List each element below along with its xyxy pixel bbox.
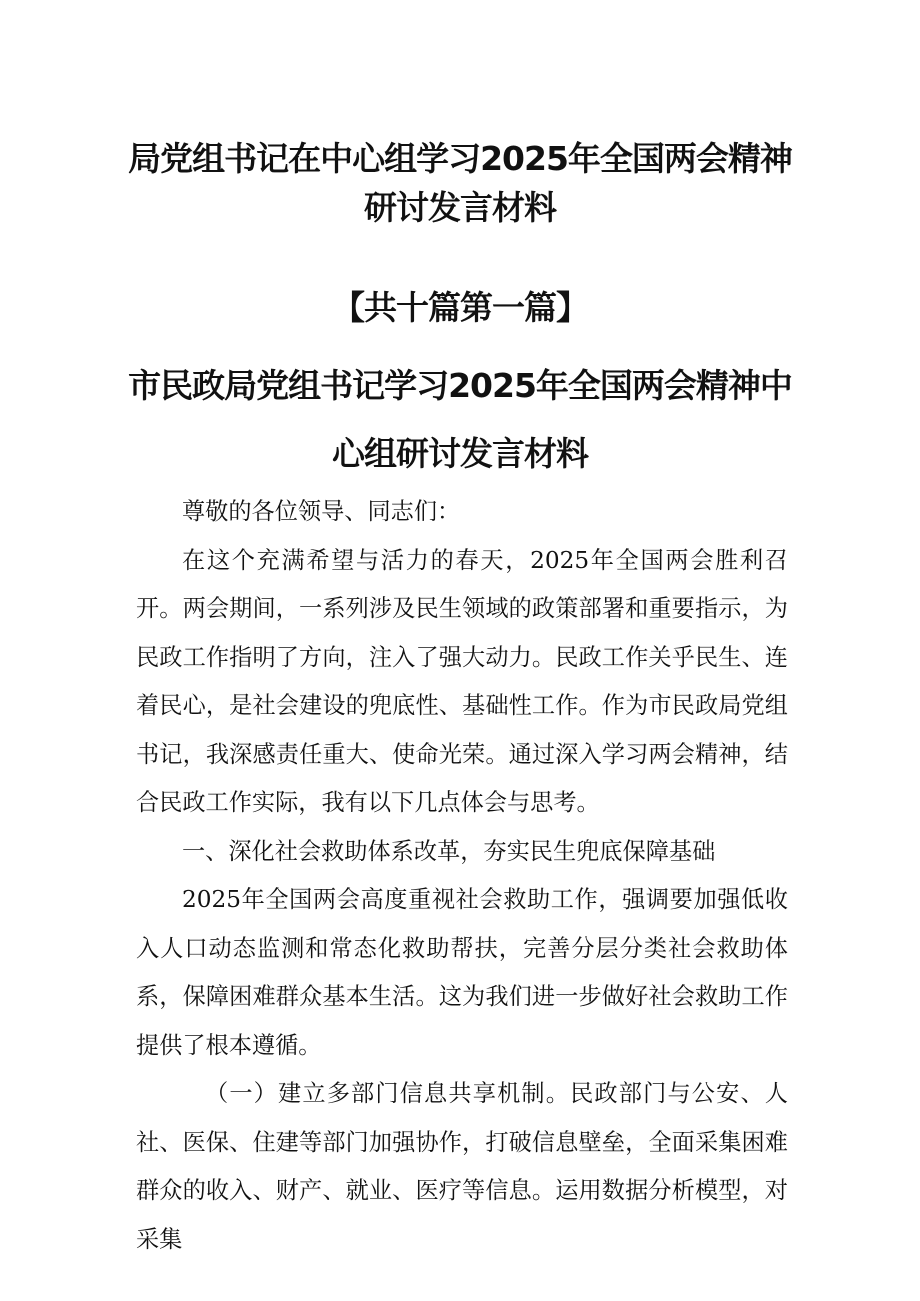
salutation: 尊敬的各位领导、同志们： — [182, 498, 461, 525]
document-title-line-2: 研讨发言材料 — [364, 188, 556, 227]
section-heading-1: 一、深化社会救助体系改革，夯实民生兜底保障基础 — [182, 837, 716, 865]
section-1-paragraph: 2025年全国两会高度重视社会救助工作，强调要加强低收入人口动态监测和常态化救助帮扶，完善分层分类社会救助体系，保障困难群众基本生活。这为我们进一步做好社会救助工作提供了根本遵循。 — [136, 886, 788, 1059]
part-label: 【共十篇第一篇】 — [332, 288, 588, 327]
subsection-1-paragraph: （一）建立多部门信息共享机制。民政部门与公安、人社、医保、住建等部门加强协作，打破信息壁垒，全面采集困难群众的收入、财产、就业、医疗等信息。运用数据分析模型，对采集 — [136, 1080, 788, 1253]
document-body — [136, 488, 788, 1264]
intro-paragraph: 在这个充满希望与活力的春天，2025年全国两会胜利召开。两会期间，一系列涉及民生领域的政策部署和重要指示，为民政工作指明了方向，注入了强大动力。民政工作关乎民生、连着民心，是社会建设的兜底性、基础性工作。作为市民政局党组书记，我深感责任重大、使命光荣。通过深入学习两会精神，结合民政工作实际，我有以下几点体会与思考。 — [136, 546, 788, 816]
speech-title-line-2: 心组研讨发言材料 — [332, 434, 588, 473]
speech-title-line-1: 市民政局党组书记学习2025年全国两会精神中 — [128, 366, 792, 405]
document-title-line-1: 局党组书记在中心组学习2025年全国两会精神 — [128, 139, 792, 178]
